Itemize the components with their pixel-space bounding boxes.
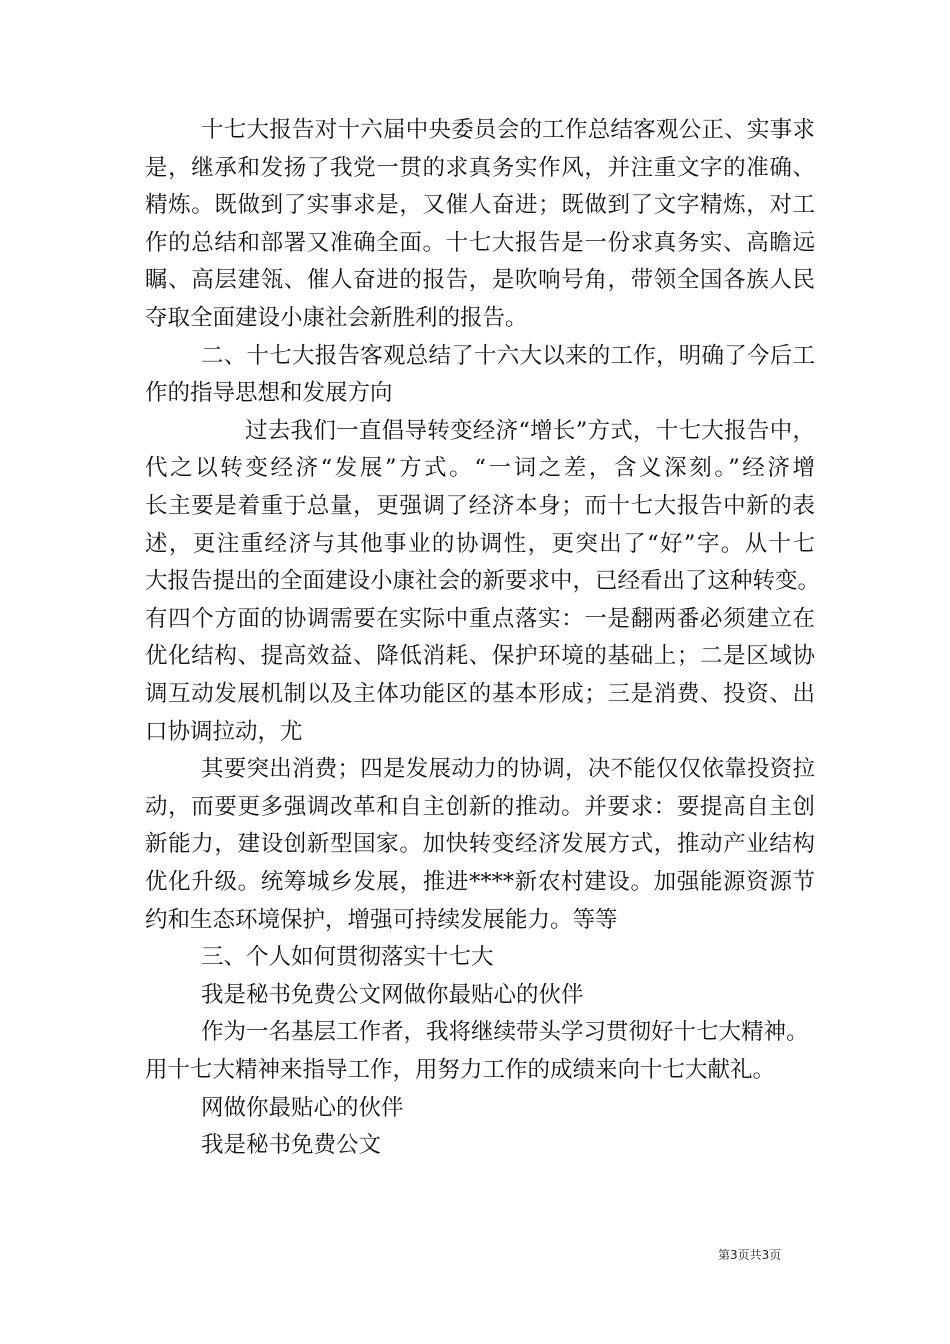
text-line: 有四个方面的协调需要在实际中重点落实：一是翻两番必须建立在	[145, 605, 815, 632]
text-line: 十七大报告对十六届中央委员会的工作总结客观公正、实事求	[201, 117, 815, 143]
text-line: 用十七大精神来指导工作，用努力工作的成绩来向十七大献礼。	[145, 1057, 776, 1083]
text-line: 代之以转变经济“发展”方式。“一词之差，含义深刻。”经济增	[145, 455, 815, 482]
text-line: 是，继承和发扬了我党一贯的求真务实作风，并注重文字的准确、	[145, 154, 815, 181]
text-line: 其要突出消费；四是发展动力的协调，决不能仅仅依靠投资拉	[201, 756, 815, 783]
text-line: 长主要是着重于总量，更强调了经济本身；而十七大报告中新的表	[145, 493, 815, 519]
text-line: 作的总结和部署又准确全面。十七大报告是一份求真务实、高瞻远	[145, 229, 815, 256]
text-line: 口协调拉动，尤	[145, 718, 303, 745]
text-line: 大报告提出的全面建设小康社会的新要求中，已经看出了这种转变。	[145, 568, 821, 595]
text-line: 作的指导思想和发展方向	[145, 380, 393, 407]
text-line: 动，而要更多强调改革和自主创新的推动。并要求：要提高自主创	[145, 793, 815, 820]
text-line: 优化升级。统筹城乡发展，推进****新农村建设。加强能源资源节	[145, 869, 815, 895]
text-line: 述，更注重经济与其他事业的协调性，更突出了“好”字。从十七	[145, 530, 815, 557]
text-line: 过去我们一直倡导转变经济“增长”方式，十七大报告中，	[245, 417, 815, 444]
text-line: 我是秘书免费公文网做你最贴心的伙伴	[201, 981, 584, 1008]
text-line: 网做你最贴心的伙伴	[201, 1094, 404, 1121]
text-line: 夺取全面建设小康社会新胜利的报告。	[145, 305, 528, 331]
text-line: 优化结构、提高效益、降低消耗、保护环境的基础上；二是区域协	[145, 643, 815, 670]
text-line: 精炼。既做到了实事求是，又催人奋进；既做到了文字精炼，对工	[145, 192, 815, 219]
text-line: 三、个人如何贯彻落实十七大	[201, 944, 494, 971]
text-line: 调互动发展机制以及主体功能区的基本形成；三是消费、投资、出	[145, 681, 815, 707]
text-line: 约和生态环境保护，增强可持续发展能力。等等	[145, 906, 618, 933]
page-number: 第3页共3页	[718, 1248, 782, 1262]
text-line: 瞩、高层建瓴、催人奋进的报告，是吹响号角，带领全国各族人民	[145, 267, 815, 294]
text-line: 作为一名基层工作者，我将继续带头学习贯彻好十七大精神。	[201, 1019, 809, 1046]
text-line: 我是秘书免费公文	[201, 1132, 382, 1159]
text-line: 新能力，建设创新型国家。加快转变经济发展方式，推动产业结构	[145, 831, 815, 858]
text-line: 二、十七大报告客观总结了十六大以来的工作，明确了今后工	[201, 342, 815, 369]
